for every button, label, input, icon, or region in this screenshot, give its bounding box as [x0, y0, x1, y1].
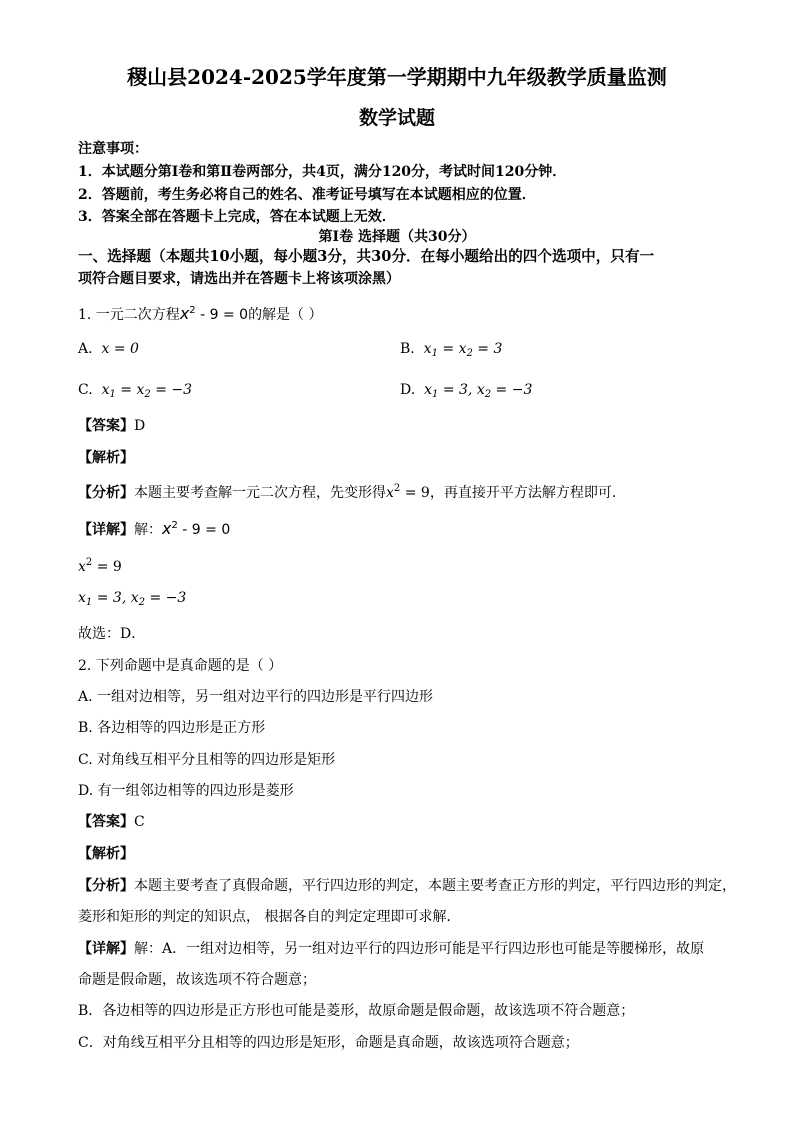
q1-step-2: $x_1 = 3$, $x_2 = -3$ — [78, 590, 187, 608]
notice-heading: 注意事项： — [78, 141, 148, 157]
notice-item-2: 2．答题前，考生务必将自己的姓名、准考证号填写在本试题相应的位置． — [78, 187, 536, 203]
part-title: 第Ⅰ卷 选择题（共30分） — [318, 229, 476, 245]
q2-analysis-tag: 【解析】 — [78, 846, 134, 862]
q1-option-a: A. x = 0 — [78, 341, 139, 357]
q2-detail-line-3: B．各边相等的四边形是正方形也可能是菱形，故原命题是假命题，故该选项不符合题意； — [78, 1003, 635, 1019]
q1-stem: 1. 一元二次方程$x^2 - 9 = 0$的解是（ ） — [78, 304, 323, 323]
exam-title: 稷山县2024-2025学年度第一学期期中九年级教学质量监测 — [127, 65, 667, 89]
q2-answer: 【答案】C — [78, 814, 145, 830]
q1-option-b: B. $x_1 = x_2 = 3$ — [400, 341, 503, 359]
q1-option-c: C. $x_1 = x_2 = -3$ — [78, 382, 193, 400]
exam-subtitle: 数学试题 — [358, 107, 435, 129]
q1-conclusion: 故选：D． — [78, 626, 146, 642]
q2-detail-line-1: 【详解】解：A．一组对边相等，另一组对边平行的四边形可能是平行四边形也可能是等腰梯形，故原 — [78, 941, 705, 957]
notice-item-1: 1．本试题分第Ⅰ卷和第Ⅱ卷两部分，共4页，满分120分，考试时间120分钟． — [78, 164, 567, 180]
q1-step-1: $x^2 = 9$ — [78, 557, 122, 575]
q2-detail-line-4: C．对角线互相平分且相等的四边形是矩形，命题是真命题，故该选项符合题意； — [78, 1035, 579, 1051]
q1-answer: 【答案】D — [78, 418, 146, 434]
q2-option-d: D. 有一组邻边相等的四边形是菱形 — [78, 783, 294, 799]
q2-fenxi-line-1: 【分析】本题主要考查了真假命题，平行四边形的判定，本题主要考查正方形的判定，平行四边形的判定， — [78, 878, 736, 894]
part-instructions-1: 一、选择题（本题共10小题，每小题3分，共30分．在每小题给出的四个选项中，只有一 — [78, 248, 655, 265]
q2-stem: 2. 下列命题中是真命题的是（ ） — [78, 658, 283, 674]
notice-item-3: 3．答案全部在答题卡上完成，答在本试题上无效． — [78, 209, 396, 225]
q1-fenxi: 【分析】本题主要考查解一元二次方程，先变形得$x^2 = 9$，再直接开平方法解方程即可． — [78, 483, 626, 501]
q2-option-a: A. 一组对边相等，另一组对边平行的四边形是平行四边形 — [78, 689, 434, 705]
q1-option-d: D. $x_1 = 3$, $x_2 = -3$ — [400, 382, 533, 400]
q2-detail-line-2: 命题是假命题，故该选项不符合题意； — [78, 972, 316, 988]
part-instructions-2: 项符合题目要求，请选出并在答题卡上将该项涂黑） — [78, 271, 400, 287]
q1-detail: 【详解】解：$x^2 - 9 = 0$ — [78, 519, 231, 538]
q2-fenxi-line-2: 菱形和矩形的判定的知识点， 根据各自的判定定理即可求解． — [78, 909, 461, 925]
q1-analysis-tag: 【解析】 — [78, 450, 134, 466]
q2-option-b: B. 各边相等的四边形是正方形 — [78, 720, 266, 736]
q2-option-c: C. 对角线互相平分且相等的四边形是矩形 — [78, 752, 336, 768]
